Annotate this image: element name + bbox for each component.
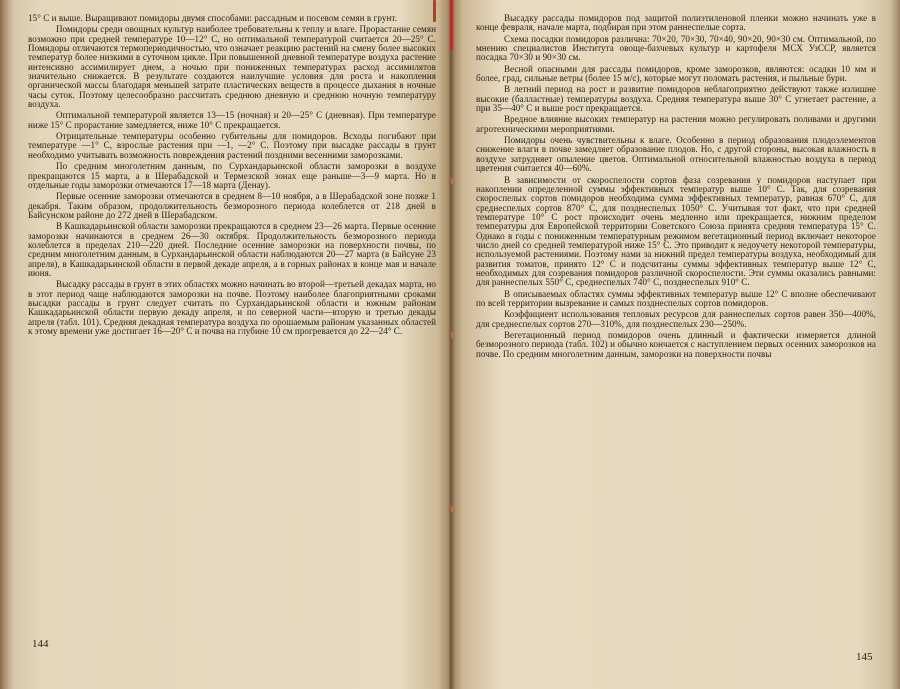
page-edge-mark <box>451 178 454 184</box>
paragraph: Высадку рассады помидоров под защитой полиэтиленовой пленки можно начинать уже в конце февраля, начале марта, подбирая при этом раннеспелые сорта. <box>476 13 876 33</box>
page-number-right: 145 <box>856 651 873 663</box>
paragraph: Отрицательные температуры особенно губительны для помидоров. Всходы погибают при температуре —1° С, взрослые растения при —1, —2° С. Поэтому при высадке рассады в грунт необходимо учитывать возможность повреждения растений поздними весенними заморозками. <box>28 131 436 160</box>
paragraph: Вегетационный период помидоров очень длинный и фактически измеряется длиной безморозного периода (табл. 102) и обычно кончается с наступлением первых осенних заморозков на почве. По средним многолетним данным, заморозки на поверхности почвы <box>476 330 876 359</box>
paragraph: Схема посадки помидоров различна: 70×20, 70×30, 70×40, 90×20, 90×30 см. Оптимальной, по мнению специалистов Института овоще-бахчевых культур и картофеля МСХ УзССР, является посадка 70×30 и 90×30 см. <box>476 33 876 63</box>
paragraph: В описываемых областях суммы эффективных температур выше 12° С вполне обеспечивают по всей территории вызревание и самых позднеспелых сортов помидоров. <box>476 288 876 308</box>
paragraph: 15° С и выше. Выращивают помидоры двумя способами: рассадным и посевом семян в грунт. <box>28 13 398 23</box>
paragraph: Первые осенние заморозки отмечаются в среднем 8—10 ноября, а в Шерабадской зоне позже 1 декабря. Таким образом, продолжительность безморозного периода колеблется от 218 дней в Байсунском районе до 272 дней в Шерабадском. <box>28 191 436 220</box>
page-number-left: 144 <box>32 638 49 650</box>
paragraph: В зависимости от скороспелости сортов фаза созревания у помидоров наступает при накоплении определенной суммы эффективных температур выше 10° С. Так, для созревания скороспелых сортов помидоров необходима сумма эффективных температур, равная 670° С, для среднеспелых сортов 870° С, для позднеспелых 1050° С. Учитывая тот факт, что при средней температуре 10° С рост происходит очень медленно или прекращается, нижним пределом температуры для Европейской территории Советского Союза принята средняя температура 15° С. Однако в годы с пониженным температурным режимом вегетационный период включает некоторое число дней со средней температурой ниже 15° С. Это приводит к недоучету некоторой температуры, используемой растениями. Поэтому нами за нижний предел температуры воздуха, необходимый для развития томатов, принято 12° С и подсчитаны суммы эффективных температур выше 12° С, необходимых для созревания помидоров различной скороспелости. Эти суммы оказались равными: для раннеспелых 550° С, среднеспелых 740° С, позднеспелых 910° С. <box>476 174 876 288</box>
paragraph: Коэффициент использования тепловых ресурсов для раннеспелых сортов равен 350—400%, для среднеспелых сортов 270—310%, для позднеспелых 230—250%. <box>476 309 876 329</box>
paragraph: В Кашкадарьинской области заморозки прекращаются в среднем 23—26 марта. Первые осенние заморозки начинаются в среднем 26—30 октября. Продолжительность безморозного периода колеблется в пределах 210—220 дней. Последние осенние заморозки на поверхности почвы, по средним многолетним данным, в Сурхандарьинской области наблюдаются 20—27 марта (в Байсуне 23 апреля), в Кашкадарьинской области в первой декаде апреля, а в горных районах в конце мая и начале июня. <box>28 221 436 278</box>
paragraph: Весной опасными для рассады помидоров, кроме заморозков, являются: осадки 10 мм и более, град, сильные ветры (более 15 м/с), которые могут поломать растения, и пыльные бури. <box>476 63 876 84</box>
paragraph: В летний период на рост и развитие помидоров неблагоприятно действуют также излишне высокие (балластные) температуры воздуха. Средняя температура выше 30° С угнетает растение, а при 35—40° С и выше рост прекращается. <box>476 84 876 114</box>
page-edge-mark <box>451 332 454 338</box>
paragraph: Вредное влияние высоких температур на растения можно регулировать поливами и другими агротехническими мероприятиями. <box>476 114 876 134</box>
bookmark-thread <box>450 0 453 50</box>
paragraph: Помидоры очень чувствительны к влаге. Особенно в период образования плодоэлементов снижение влаги в почве замедляет образование плодов. Но, с другой стороны, высокая влажность в воздухе затрудняет опыление цветов. Оптимальной относительной влажностью воздуха в период цветения считается 40—60%. <box>476 135 876 174</box>
page-edge-mark <box>451 506 454 512</box>
left-page <box>28 14 436 682</box>
paragraph: Оптимальной температурой является 13—15 (ночная) и 20—25° С (дневная). При температуре ниже 15° С прорастание замедляется, ниже 10° С прекращается. <box>28 110 436 130</box>
right-page <box>476 14 876 682</box>
paragraph: По средним многолетним данным, по Сурхандарьинской области заморозки в воздухе прекращаются 15 марта, а в Шерабадской и Термезской зонах еще раньше—3—9 марта. Но в отдельные годы заморозки отмечаются 17—18 марта (Денау). <box>28 161 436 190</box>
paragraph: Помидоры среди овощных культур наиболее требовательны к теплу и влаге. Прорастание семян возможно при средней температуре 10—12° С, но оптимальной температурой считается 20—25° С. Помидоры отличаются термопериодичностью, что означает реакцию растений на смену более высоких температур более низкими в суточном цикле. При повышенной дневной температуре воздуха растение интенсивно ассимилирует днем, а ночью при пониженных температурах расход ассимилятов значительно снижается. В результате создаются наилучшие условия для роста и накопления органической массы благодаря меньшей затрате пластических веществ в процессе дыхания в ночные часы суток. Поэтому целесообразно рассчитать среднюю дневную и среднюю ночную температуру воздуха. <box>28 24 436 110</box>
paragraph: Высадку рассады в грунт в этих областях можно начинать во второй—третьей декадах марта, но в этот период чаще наблюдаются заморозки на почве. Поэтому наиболее благоприятными сроками высадки рассады в грунт следует считать по Сурхандарьинской области и южным районам Кашкадарьинской области первую декаду апреля, и по северной части—вторую и третью декады апреля (табл. 101). Средняя декадная температура воздуха по орошаемым районам указанных областей к этому времени уже достигает 16—20° С и почва на глубине 10 см прогревается до 22—24° С. <box>28 279 436 336</box>
